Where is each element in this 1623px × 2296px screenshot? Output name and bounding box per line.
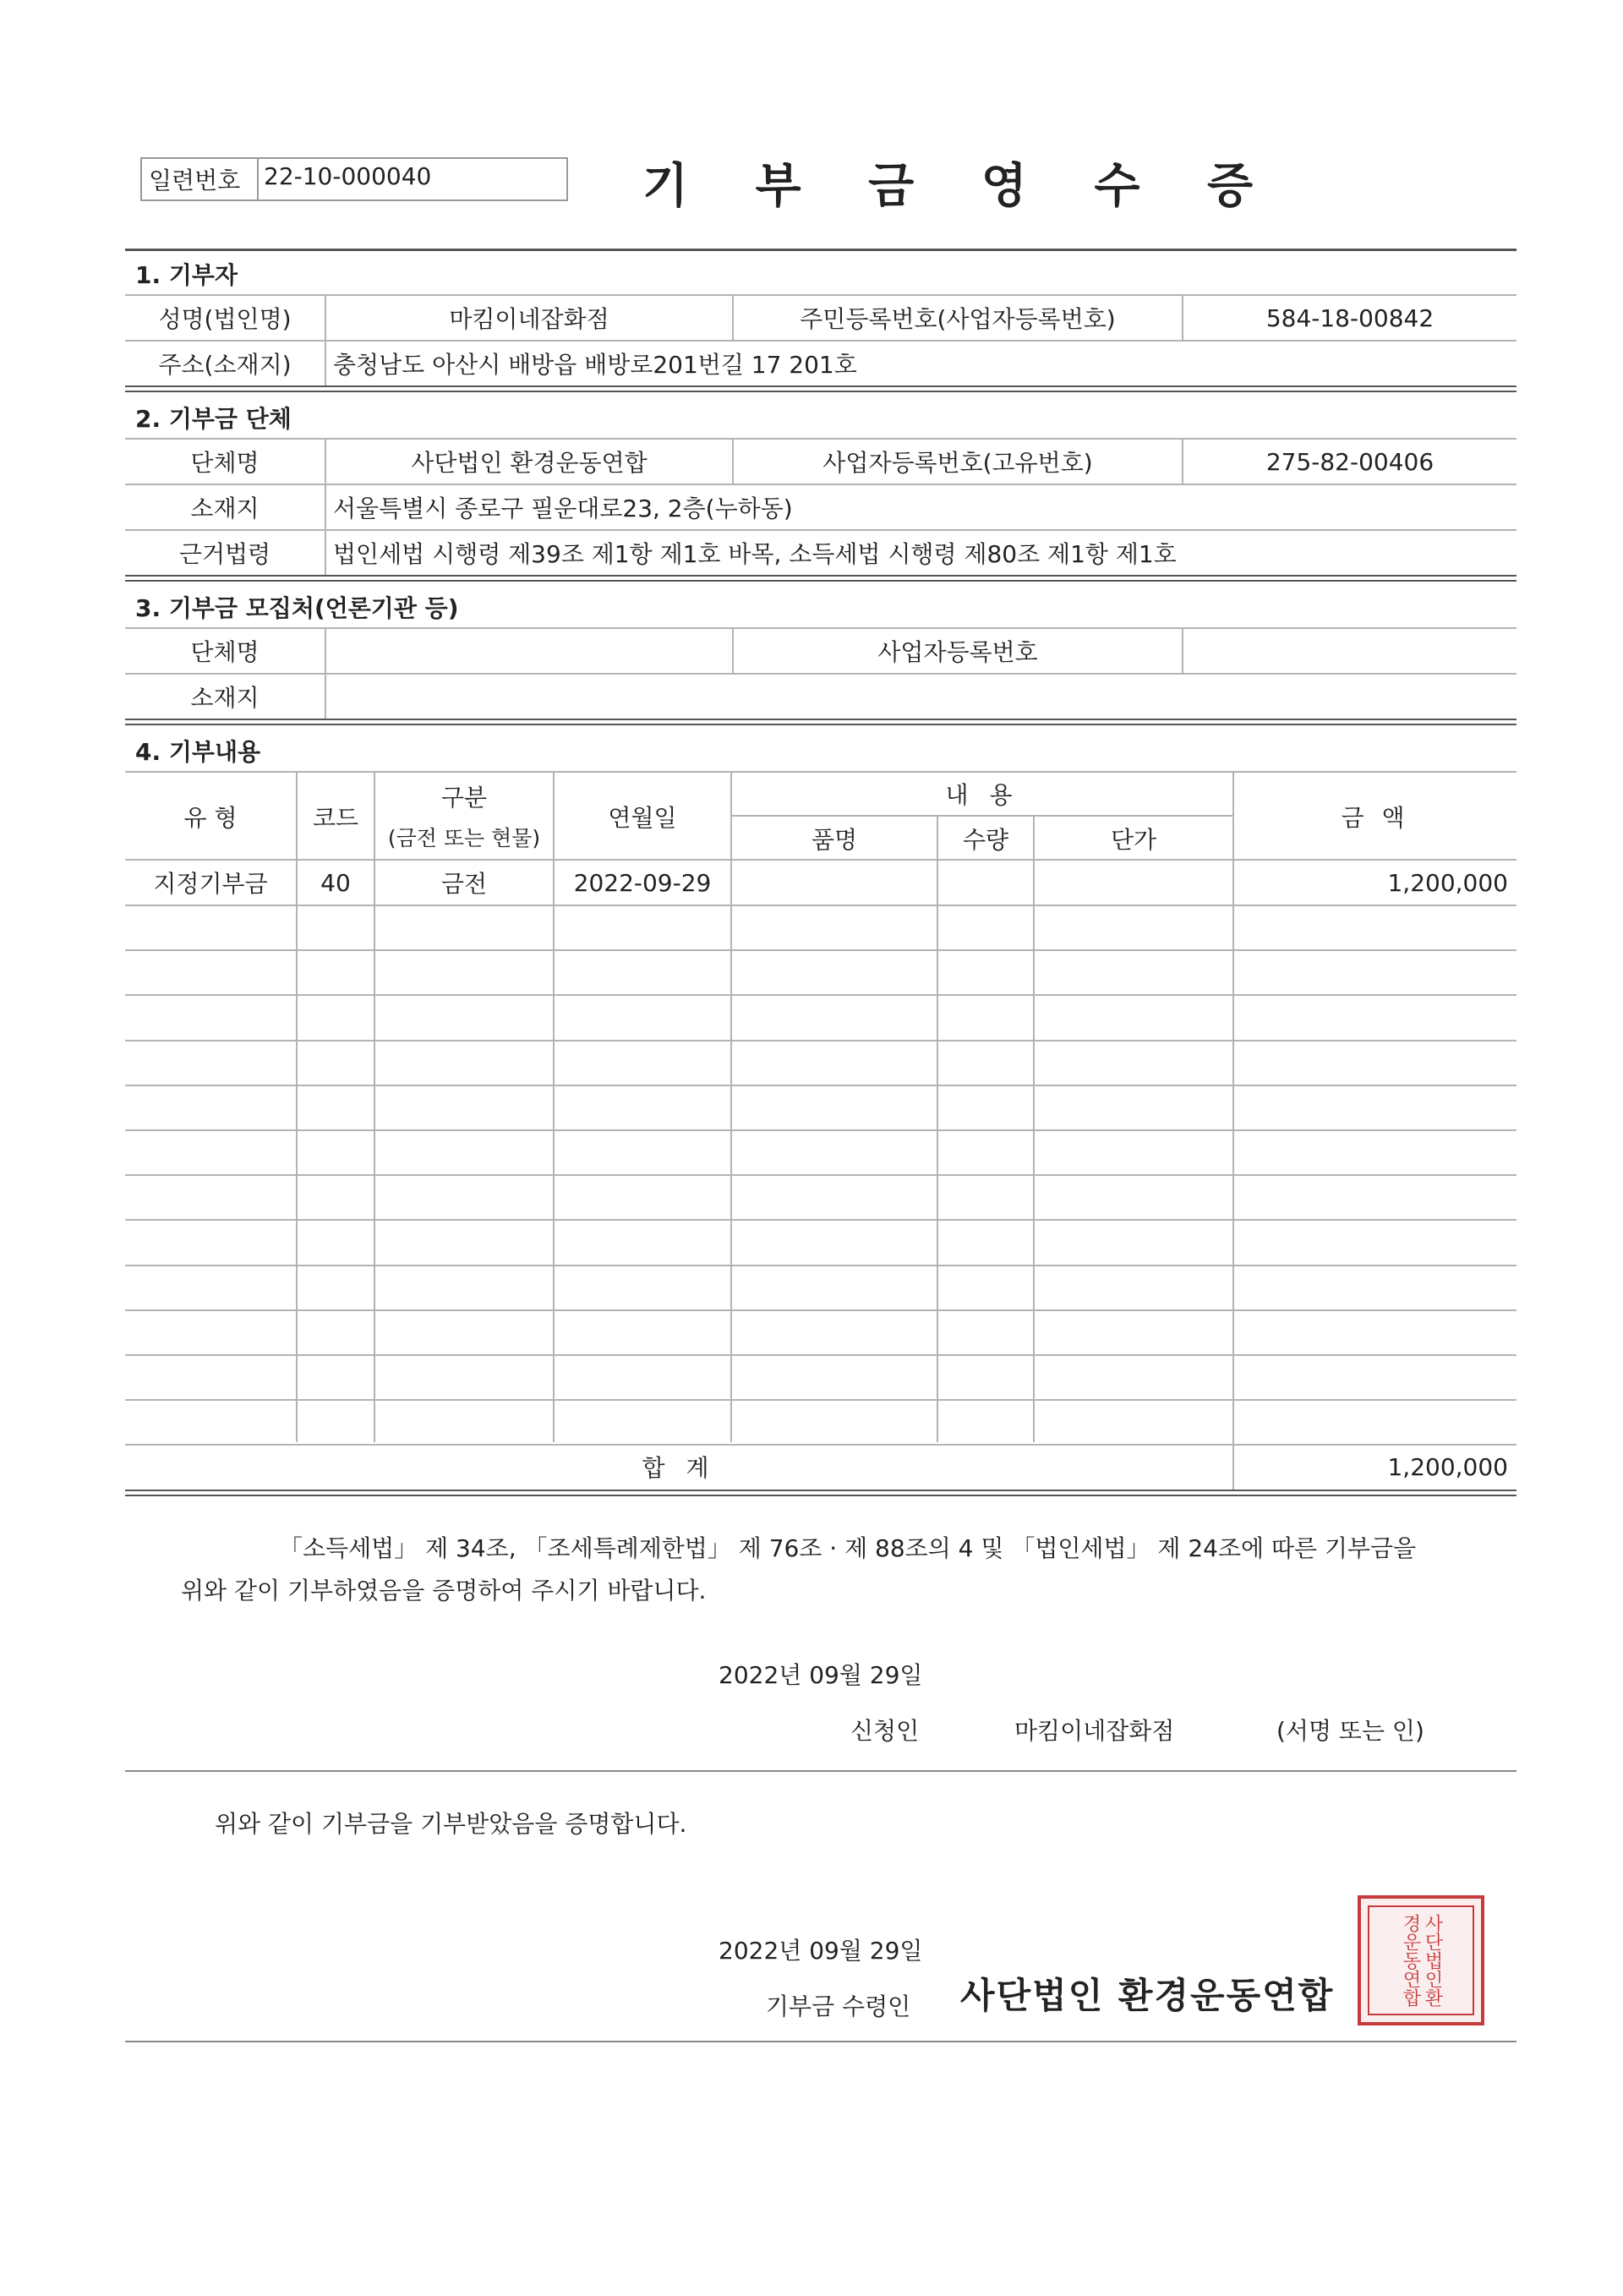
- table-row-line: [125, 1085, 1516, 1086]
- row-1-code: 40: [320, 868, 351, 897]
- col-kind-subheader: (금전 또는 현물): [387, 826, 541, 850]
- col-date-header: 연월일: [608, 804, 677, 832]
- donor-name: 마킴이네잡화점: [449, 305, 609, 333]
- section-2-heading: 2. 기부금 단체: [135, 405, 292, 433]
- legal-basis-label: 근거법령: [178, 540, 271, 568]
- total-amount: 1,200,000: [1387, 1452, 1508, 1481]
- table-row-line: [125, 905, 1516, 906]
- row-1-kind: 금전: [440, 870, 488, 898]
- org-name: 사단법인 환경운동연합: [411, 449, 648, 477]
- section-4-heading: 4. 기부내용: [135, 738, 261, 766]
- table-row-line: [125, 1265, 1516, 1266]
- donor-address-label: 주소(소재지): [158, 351, 292, 379]
- receipt-statement: 위와 같이 기부금을 기부받았음을 증명합니다.: [215, 1810, 687, 1838]
- declaration-line-2: 위와 같이 기부하였음을 증명하여 주시기 바랍니다.: [181, 1577, 707, 1604]
- table-row-line: [125, 1309, 1516, 1311]
- table-row-line: [125, 994, 1516, 996]
- col-kind-header: 구분: [440, 784, 488, 812]
- col-code-header: 코드: [312, 804, 359, 832]
- org-location-label: 소재지: [190, 495, 260, 522]
- receipt-date: 2022년 09월 29일: [719, 1937, 923, 1965]
- table-row-line: [125, 1219, 1516, 1221]
- col-content-header: 내 용: [945, 781, 1019, 809]
- total-label: 합 계: [642, 1454, 716, 1482]
- col-price-header: 단가: [1110, 826, 1157, 854]
- donor-reg-label: 주민등록번호(사업자등록번호): [800, 305, 1116, 333]
- donor-address: 충청남도 아산시 배방읍 배방로201번길 17 201호: [333, 351, 857, 379]
- donor-reg-number: 584-18-00842: [1265, 303, 1434, 332]
- declaration-date: 2022년 09월 29일: [719, 1661, 923, 1689]
- section-3-heading: 3. 기부금 모집처(언론기관 등): [135, 594, 459, 622]
- org-name-label: 단체명: [190, 449, 260, 477]
- col-item-header: 품명: [811, 826, 858, 854]
- table-row-line: [125, 1399, 1516, 1401]
- row-1-date: 2022-09-29: [573, 868, 712, 897]
- collector-location-label: 소재지: [190, 684, 260, 712]
- seal-text: 사단법인환경운동연합: [1368, 1905, 1474, 2015]
- applicant-name: 마킴이네잡화점: [1014, 1717, 1175, 1745]
- table-row-line: [125, 1040, 1516, 1041]
- declaration-line-1: 「소득세법」 제 34조, 「조세특례제한법」 제 76조 · 제 88조의 4 및 「법인세법」 제 24조에 따른 기부금을: [279, 1534, 1417, 1562]
- sign-note: (서명 또는 인): [1276, 1717, 1424, 1745]
- col-type-header: 유 형: [183, 804, 238, 832]
- page-title: 기 부 금 영 수 증: [642, 159, 1279, 214]
- serial-number: 22-10-000040: [264, 162, 432, 190]
- collector-name-label: 단체명: [190, 638, 260, 666]
- collector-reg-label: 사업자등록번호: [877, 638, 1038, 666]
- recipient-label: 기부금 수령인: [766, 1993, 911, 2020]
- legal-basis: 법인세법 시행령 제39조 제1항 제1호 바목, 소득세법 시행령 제80조 제1항 제1호: [333, 540, 1177, 568]
- recipient-name: 사단법인 환경운동연합: [960, 1975, 1335, 2016]
- col-amount-header: 금 액: [1341, 804, 1410, 832]
- table-row-line: [125, 1129, 1516, 1131]
- donor-name-label: 성명(법인명): [158, 305, 292, 333]
- table-row-line: [125, 1354, 1516, 1356]
- serial-label: 일련번호: [149, 167, 241, 194]
- organization-seal: [1358, 1895, 1484, 2025]
- row-1-amount: 1,200,000: [1387, 868, 1508, 897]
- org-reg-label: 사업자등록번호(고유번호): [822, 449, 1093, 477]
- applicant-label: 신청인: [850, 1717, 920, 1745]
- table-row-line: [125, 1174, 1516, 1176]
- top-rule: [125, 249, 1516, 251]
- org-reg-number: 275-82-00406: [1265, 447, 1434, 476]
- section-1-heading: 1. 기부자: [135, 261, 238, 289]
- row-1-type: 지정기부금: [153, 870, 268, 898]
- col-qty-header: 수량: [962, 826, 1009, 854]
- org-location: 서울특별시 종로구 필운대로23, 2층(누하동): [333, 495, 793, 522]
- table-row-line: [125, 949, 1516, 951]
